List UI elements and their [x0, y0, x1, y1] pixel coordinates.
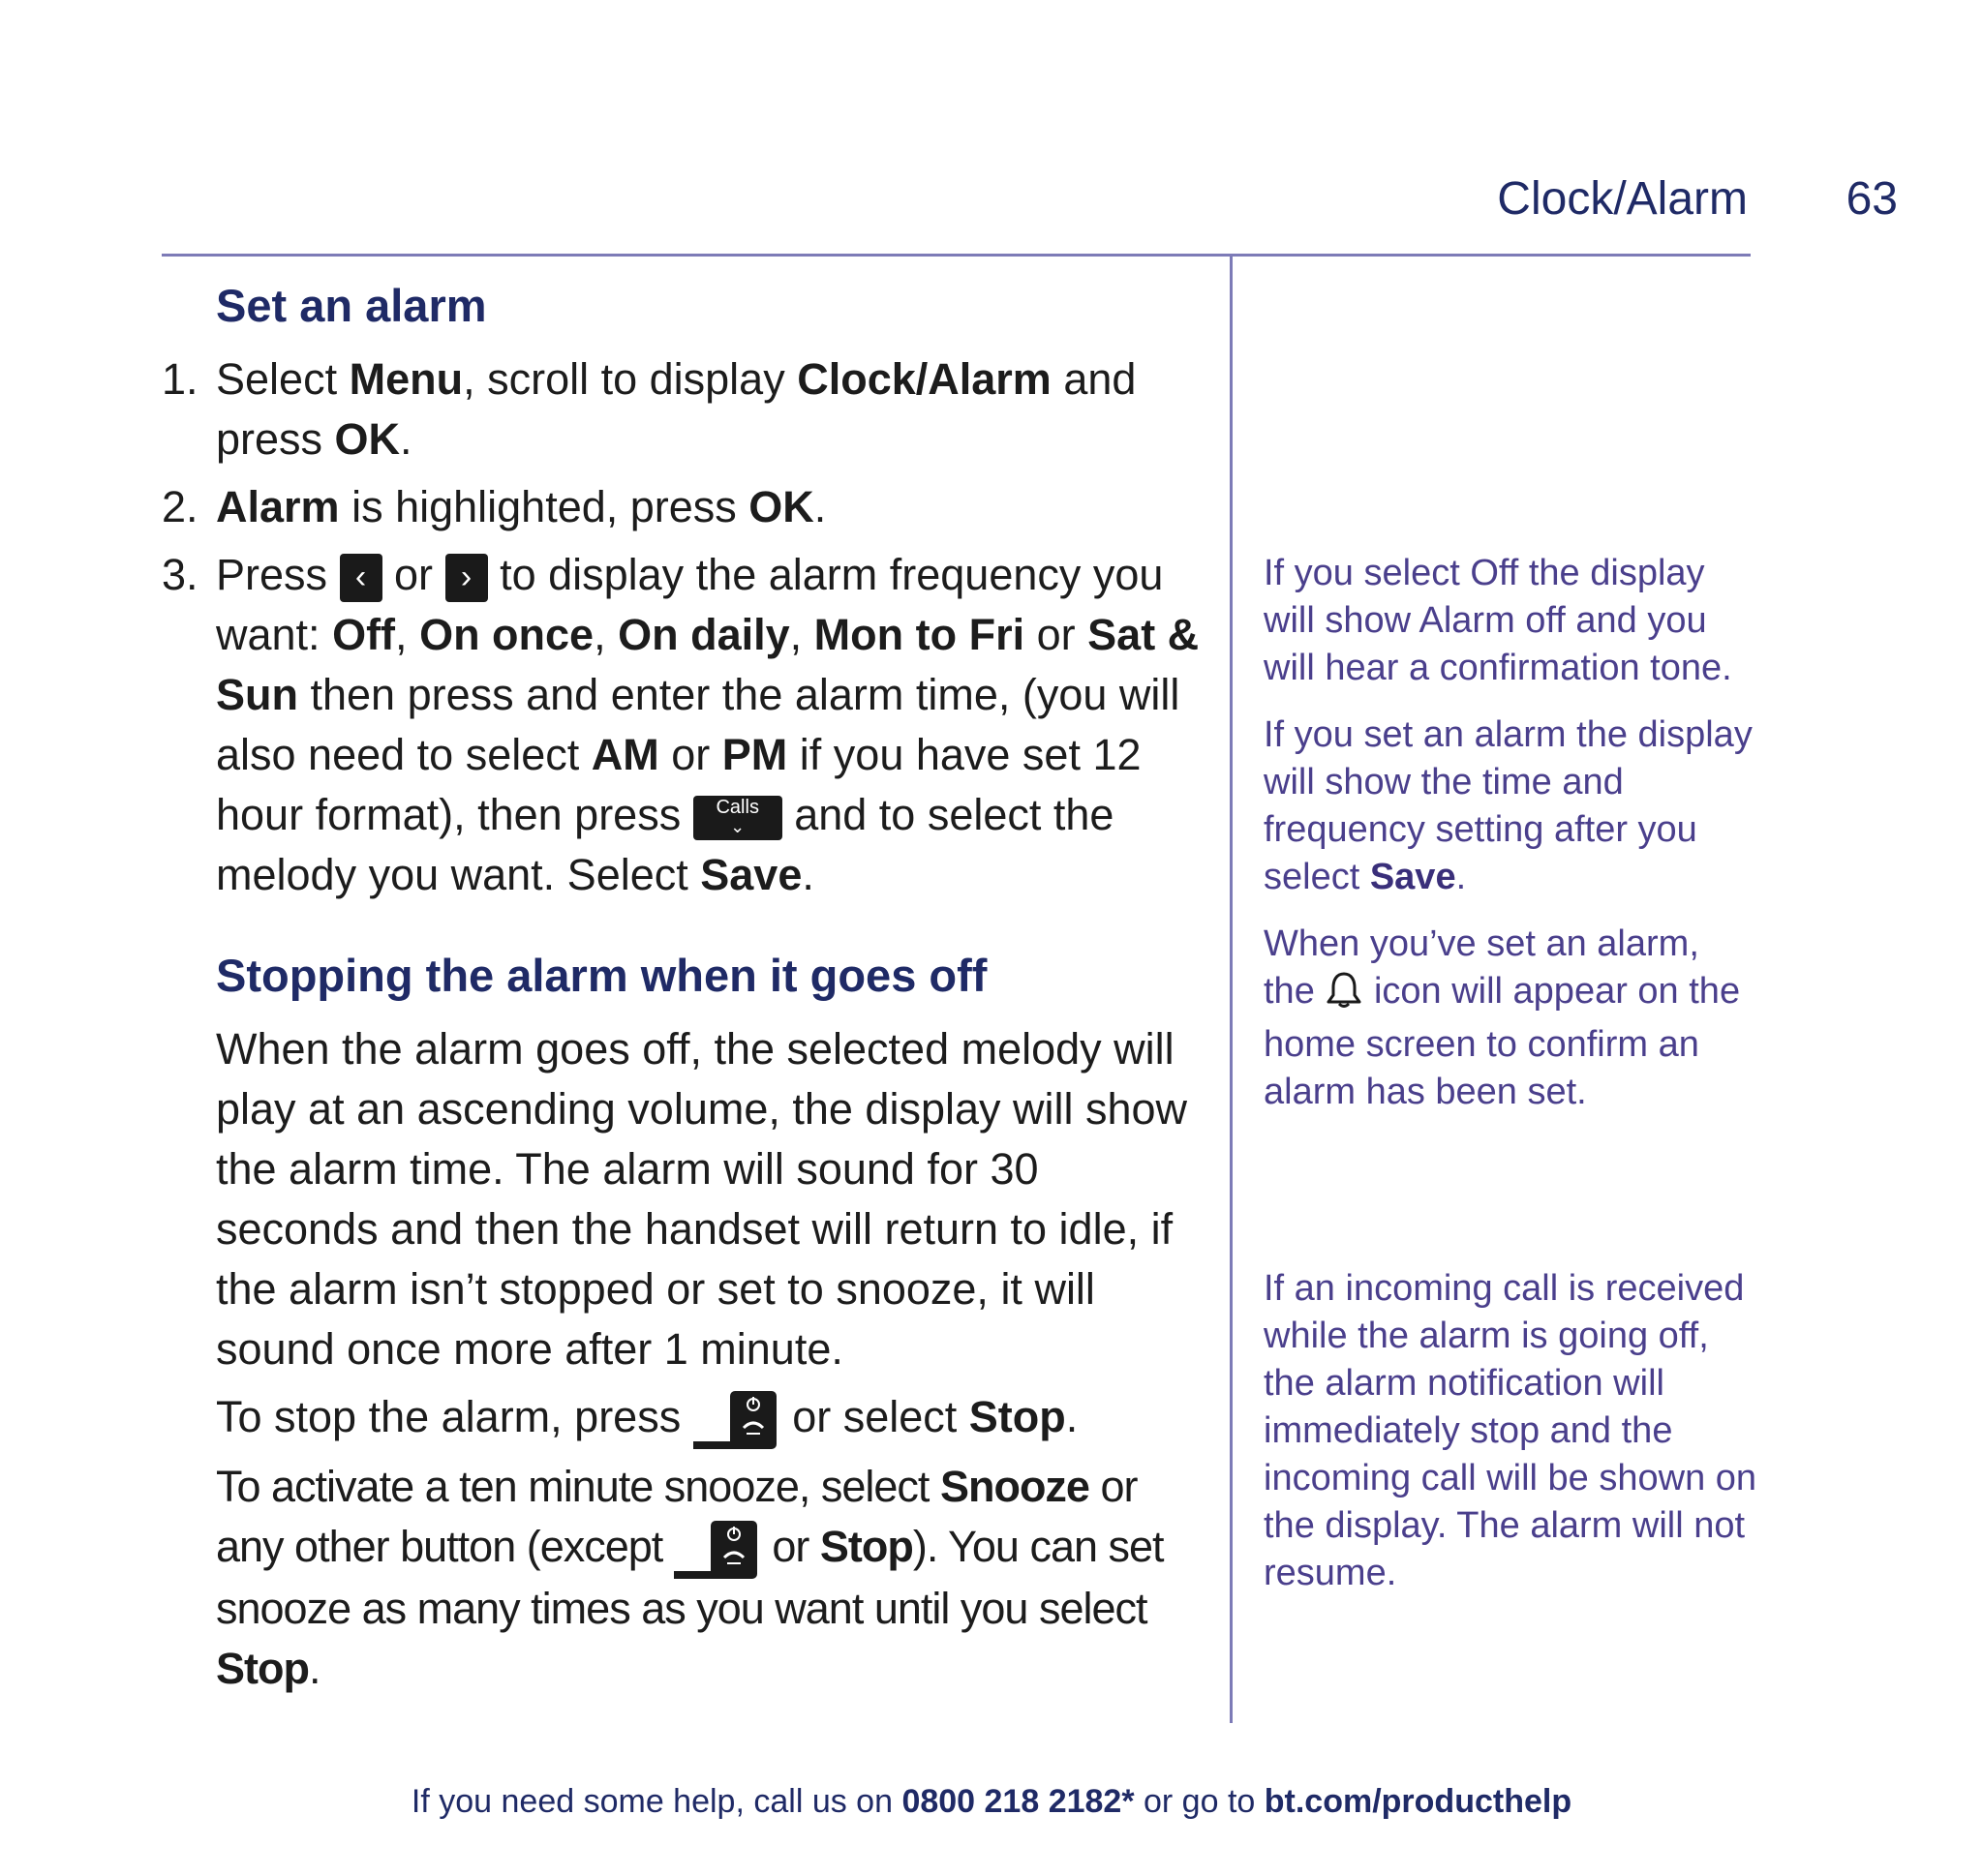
bold-text: PM [721, 730, 788, 779]
sidebar-note [1264, 711, 1757, 901]
bold-text: On daily [618, 610, 790, 659]
step-number: 3. [162, 550, 198, 599]
bold-text: On once [419, 610, 595, 659]
text: and press [216, 354, 1137, 464]
bold-text: Save [1369, 857, 1456, 897]
text: . [400, 414, 412, 464]
sidebar-note: If an incoming call is received while the alarm is going off, the alarm notification will immediately stop and the incoming call will be shown on the display. The alarm will not resume. [1264, 1268, 1757, 1593]
text: , scroll to display [463, 354, 798, 404]
text: , [789, 610, 814, 659]
section-heading-set-alarm: Set an alarm [216, 280, 487, 331]
step-number: 2. [162, 482, 198, 531]
chevron-down-icon: ⌄ [730, 817, 746, 837]
bold-text: Stop [968, 1392, 1066, 1441]
end-call-power-icon [674, 1521, 761, 1579]
text: or go to [1134, 1783, 1265, 1820]
step-number: 1. [162, 354, 198, 404]
calls-down-key-icon [693, 796, 782, 840]
text: Press [216, 550, 340, 599]
text: or [1024, 610, 1088, 659]
page-number: 63 [1846, 173, 1898, 225]
text: , [594, 610, 619, 659]
sidebar-notes-bottom [1264, 1265, 1757, 1617]
text: or select [779, 1392, 969, 1441]
bold-text: Off [332, 610, 396, 659]
text: ). You can set snooze as many times as you want until you select [216, 1522, 1164, 1634]
right-arrow-key-icon: › [445, 554, 488, 602]
end-call-power-icon [693, 1391, 780, 1449]
bold-text: Stop [216, 1644, 309, 1694]
text: If you need some help, call us on [411, 1783, 902, 1820]
step-2 [162, 477, 1207, 537]
bold-text: Snooze [939, 1462, 1089, 1512]
sidebar-notes-top [1264, 550, 1757, 1135]
text: then press and enter the alarm time, (you will also need to select [216, 670, 1180, 779]
text: . [813, 482, 827, 531]
text: to display the alarm frequency you want: [216, 550, 1164, 659]
text: . [308, 1644, 320, 1694]
steps-list [162, 349, 1207, 905]
text: . [1065, 1392, 1079, 1441]
text: is highlighted, press [339, 482, 749, 531]
header-divider [162, 254, 1751, 257]
bell-icon [1325, 970, 1363, 1021]
column-divider [1230, 256, 1233, 1723]
step-1 [162, 349, 1207, 469]
calls-key-label: Calls [716, 797, 759, 819]
text: . [802, 850, 814, 899]
text: , [395, 610, 420, 659]
bold-text: Mon to Fri [813, 610, 1025, 659]
footer-help [0, 1783, 1983, 1821]
text: if you have set 12 hour format), then press [216, 730, 1142, 839]
step-3 [162, 545, 1207, 905]
bold-text: Stop [819, 1522, 913, 1572]
bold-text: OK [334, 414, 401, 464]
text: . [1455, 857, 1467, 897]
sidebar-note: If you select Off the display will show Alarm off and you will hear a confirmation tone. [1264, 553, 1732, 688]
page-section-title: Clock/Alarm [1497, 173, 1748, 225]
text: If you set an alarm the display will show the time and frequency setting after you select [1264, 714, 1753, 897]
bold-text: Sat & Sun [216, 610, 1200, 719]
bold-text: OK [748, 482, 814, 531]
text: or any other button (except [216, 1462, 1138, 1572]
text: or [381, 550, 445, 599]
section-heading-stopping-alarm: Stopping the alarm when it goes off [216, 950, 988, 1001]
bold-text: Clock/Alarm [797, 354, 1052, 404]
text: or [658, 730, 722, 779]
bold-text: Save [700, 850, 803, 899]
text: Select [216, 354, 350, 404]
paragraph: When the alarm goes off, the selected melody will play at an ascending volume, the display will show the alarm time. The alarm will sound for 30 seconds and then the handset will return to idle, if the alarm isn’t stopped or set to snooze, it will sound once more after 1 minute. [216, 1024, 1188, 1374]
bold-text: Menu [349, 354, 464, 404]
phone-number: 0800 218 2182* [901, 1783, 1135, 1820]
main-column [162, 276, 1207, 1707]
paragraph [216, 1387, 1207, 1449]
paragraph [216, 1457, 1207, 1699]
bold-text: AM [591, 730, 659, 779]
text: or [760, 1522, 820, 1572]
left-arrow-key-icon: ‹ [340, 554, 382, 602]
bold-text: Alarm [216, 482, 340, 531]
text: When you’ve set an alarm, the [1264, 923, 1699, 1012]
text: To stop the alarm, press [216, 1392, 693, 1441]
help-url: bt.com/producthelp [1264, 1783, 1572, 1820]
sidebar-note [1264, 921, 1757, 1116]
text: and to select the melody you want. Select [216, 790, 1114, 899]
text: To activate a ten minute snooze, select [216, 1462, 940, 1512]
text: icon will appear on the home screen to confirm an alarm has been set. [1264, 971, 1741, 1112]
